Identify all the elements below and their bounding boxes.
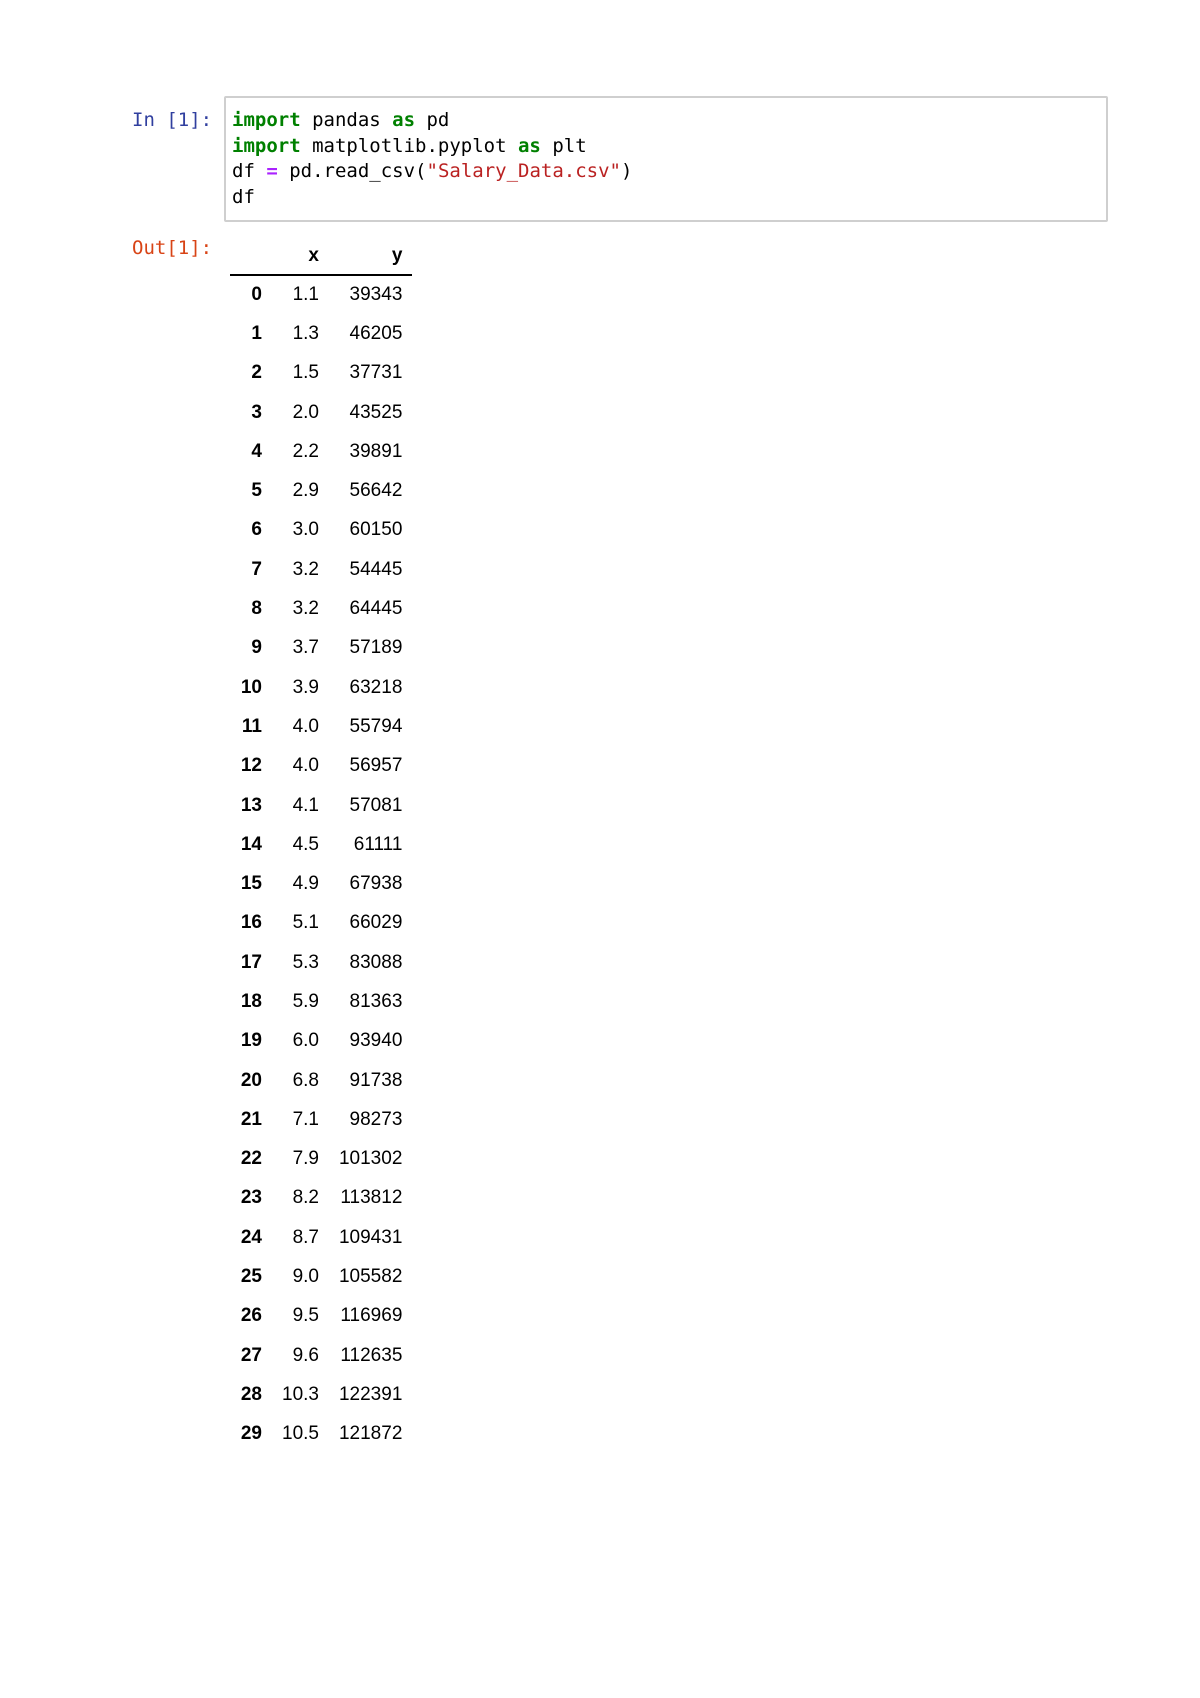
row-index: 22 (240, 1148, 262, 1170)
table-row (230, 864, 412, 903)
row-index: 6 (251, 519, 262, 541)
table-row (230, 1140, 412, 1179)
cell-x: 6.0 (292, 1030, 319, 1052)
row-index: 16 (240, 912, 262, 934)
table-row (230, 275, 412, 314)
row-index: 2 (251, 362, 262, 384)
code-token: pd (415, 109, 450, 131)
table-header (230, 238, 412, 275)
table-row (230, 786, 412, 825)
row-index: 0 (251, 284, 262, 306)
cell-y: 81363 (349, 990, 403, 1012)
cell-x: 10.3 (282, 1383, 319, 1405)
row-index: 26 (240, 1305, 262, 1327)
code-token: import (232, 134, 301, 157)
row-index: 19 (240, 1030, 262, 1052)
cell-y: 64445 (349, 598, 403, 620)
code-token: df (232, 185, 255, 208)
row-index: 11 (241, 715, 262, 737)
cell-x: 2.9 (292, 480, 319, 502)
cell-y: 121872 (338, 1423, 403, 1445)
cell-y: 98273 (349, 1108, 403, 1130)
table-row (230, 943, 412, 982)
code-token: as (392, 109, 416, 131)
cell-x: 4.0 (292, 715, 319, 737)
table-row (230, 707, 412, 746)
cell-x: 9.0 (292, 1266, 319, 1288)
cell-y: 56642 (349, 480, 403, 502)
cell-y: 55794 (349, 715, 403, 737)
code-token: plt (540, 134, 587, 157)
code-editor[interactable] (232, 108, 1106, 210)
table-row (230, 511, 412, 550)
cell-x: 3.9 (292, 676, 319, 698)
code-line (232, 108, 1106, 134)
table-row (230, 825, 412, 864)
cell-y: 109431 (338, 1226, 403, 1248)
cell-x: 2.0 (292, 401, 319, 423)
column-header-y: y (329, 238, 412, 275)
row-index: 10 (240, 676, 262, 698)
cell-x: 2.2 (292, 440, 319, 462)
cell-y: 39891 (349, 440, 403, 462)
cell-x: 4.1 (292, 794, 319, 816)
cell-y: 116969 (340, 1305, 403, 1327)
cell-y: 57189 (349, 637, 403, 659)
cell-x: 10.5 (282, 1423, 319, 1445)
input-prompt: In [1]: (132, 109, 213, 131)
table-row (230, 393, 412, 432)
cell-x: 1.5 (292, 362, 319, 384)
row-index: 17 (240, 951, 262, 973)
cell-y: 46205 (349, 322, 403, 344)
row-index: 20 (240, 1069, 262, 1091)
code-token: pandas (300, 109, 393, 131)
cell-y: 37731 (349, 362, 403, 384)
cell-y: 112635 (340, 1344, 403, 1366)
cell-x: 1.1 (292, 284, 319, 306)
cell-x: 3.7 (292, 637, 319, 659)
cell-y: 54445 (349, 558, 403, 580)
table-row (230, 1100, 412, 1139)
table-row (230, 471, 412, 510)
row-index: 14 (240, 833, 262, 855)
table-row (230, 1022, 412, 1061)
row-index: 5 (251, 480, 262, 502)
table-row (230, 550, 412, 589)
cell-y: 57081 (349, 794, 403, 816)
cell-y: 67938 (349, 873, 403, 895)
table-row (230, 314, 412, 353)
cell-x: 3.2 (292, 598, 319, 620)
cell-x: 6.8 (292, 1069, 319, 1091)
code-token: "Salary_Data.csv" (426, 160, 621, 182)
header-row (230, 238, 412, 275)
code-line (232, 185, 1106, 211)
code-token: = (266, 160, 278, 182)
cell-x: 4.5 (292, 833, 319, 855)
table-row (230, 747, 412, 786)
cell-y: 105582 (338, 1266, 403, 1288)
cell-x: 5.1 (292, 912, 319, 934)
code-line (232, 134, 1106, 160)
table-row (230, 1061, 412, 1100)
cell-y: 93940 (349, 1030, 403, 1052)
row-index: 3 (251, 401, 262, 423)
row-index: 15 (240, 873, 262, 895)
row-index: 13 (240, 794, 262, 816)
cell-x: 4.0 (292, 755, 319, 777)
table-body (230, 275, 412, 1454)
cell-x: 3.2 (292, 558, 319, 580)
cell-x: 8.7 (292, 1226, 319, 1248)
cell-y: 39343 (349, 284, 403, 306)
row-index: 25 (240, 1266, 262, 1288)
cell-x: 9.6 (292, 1344, 319, 1366)
row-index: 7 (251, 558, 262, 580)
row-index: 27 (240, 1344, 262, 1366)
table-row (230, 1336, 412, 1375)
table-row (230, 982, 412, 1021)
cell-y: 60150 (349, 519, 403, 541)
row-index: 24 (240, 1226, 262, 1248)
cell-x: 5.9 (292, 990, 319, 1012)
table-row (230, 1179, 412, 1218)
cell-x: 1.3 (292, 322, 319, 344)
cell-y: 113812 (340, 1187, 403, 1209)
cell-y: 56957 (349, 755, 403, 777)
code-input-cell[interactable] (224, 96, 1108, 222)
row-index: 1 (251, 322, 262, 344)
row-index: 9 (251, 637, 262, 659)
row-index: 18 (240, 990, 262, 1012)
cell-y: 61111 (353, 833, 403, 855)
table-row (230, 1218, 412, 1257)
code-token: ) (620, 160, 633, 182)
row-index: 12 (240, 755, 262, 777)
row-index: 21 (240, 1108, 262, 1130)
table-row (230, 1415, 412, 1454)
table-row (230, 354, 412, 393)
code-token: import (232, 109, 301, 131)
cell-x: 3.0 (292, 519, 319, 541)
row-index: 4 (251, 440, 262, 462)
cell-y: 43525 (349, 401, 403, 423)
code-token: matplotlib.pyplot (300, 134, 518, 157)
table-row (230, 629, 412, 668)
cell-y: 63218 (349, 676, 403, 698)
code-token: as (517, 134, 541, 157)
column-header-x: x (272, 238, 329, 275)
code-token: pd.read_csv( (277, 160, 427, 182)
cell-x: 8.2 (292, 1187, 319, 1209)
row-index: 8 (251, 598, 262, 620)
cell-y: 101302 (338, 1148, 403, 1170)
table-row (230, 1297, 412, 1336)
table-row (230, 1257, 412, 1296)
cell-y: 83088 (349, 951, 403, 973)
output-prompt: Out[1]: (132, 237, 213, 259)
row-index: 28 (240, 1383, 262, 1405)
table-row (230, 432, 412, 471)
row-index: 29 (240, 1423, 262, 1445)
cell-x: 7.1 (292, 1108, 319, 1130)
code-line (232, 159, 1106, 185)
row-index: 23 (240, 1187, 262, 1209)
cell-x: 7.9 (292, 1148, 319, 1170)
cell-x: 5.3 (292, 951, 319, 973)
cell-y: 122391 (338, 1383, 403, 1405)
cell-x: 9.5 (292, 1305, 319, 1327)
code-token: df (232, 160, 267, 182)
dataframe-table (230, 238, 412, 1454)
cell-x: 4.9 (292, 873, 319, 895)
table-row (230, 668, 412, 707)
cell-y: 66029 (349, 912, 403, 934)
table-row (230, 904, 412, 943)
cell-y: 91738 (349, 1069, 403, 1091)
table-row (230, 589, 412, 628)
table-row (230, 1375, 412, 1414)
index-header (230, 238, 272, 275)
